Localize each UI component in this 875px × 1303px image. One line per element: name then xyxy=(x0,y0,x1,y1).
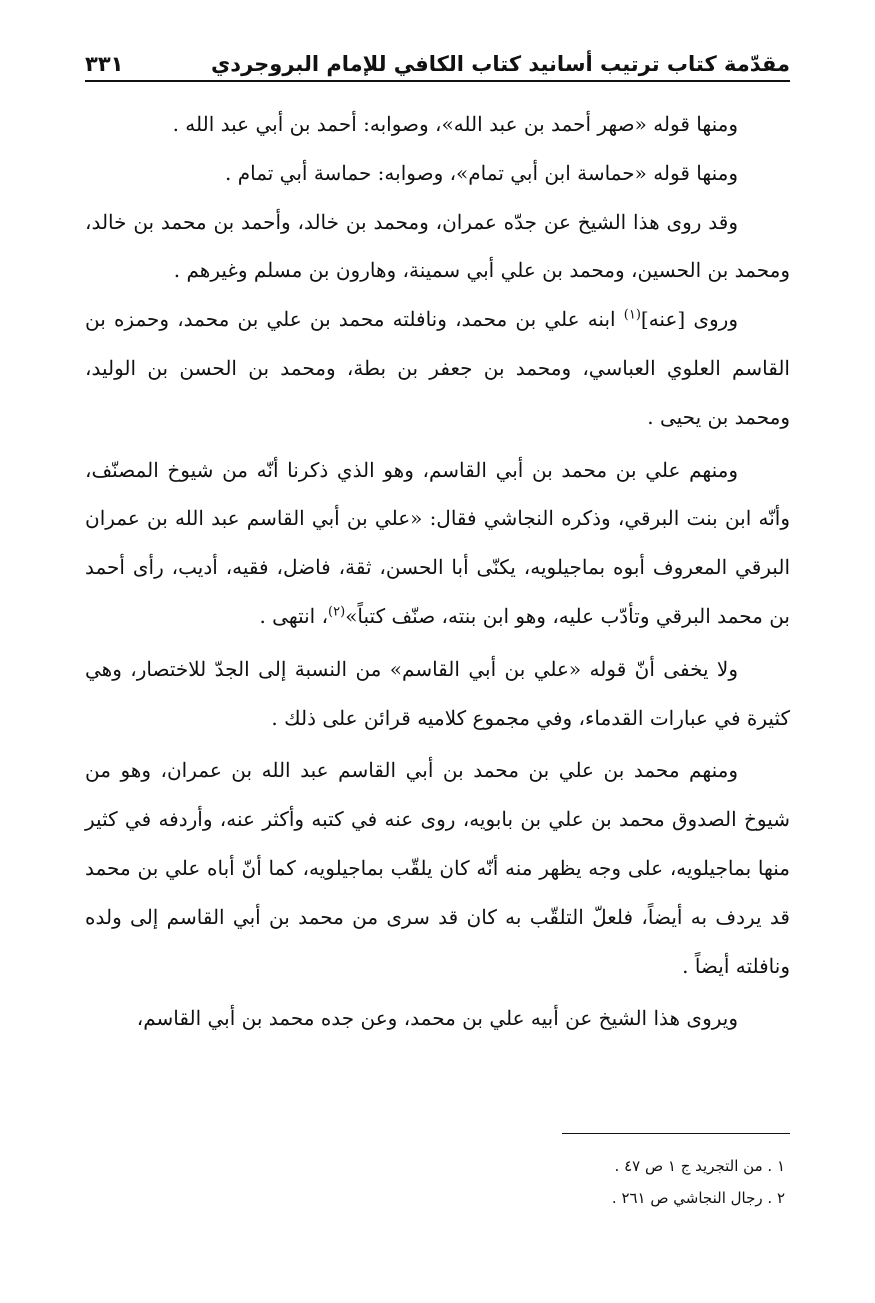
text-run: ابنه علي بن محمد، ونافلته محمد بن علي بن محمد، وحمزه بن القاسم العلوي العباسي، ومحمد بن جعفر بن بطة، ومحمد بن الحسن بن الوليد، ومحمد بن يحيى . xyxy=(85,307,790,429)
footnote-2: ٢ . رجال النجاشي ص ٢٦١ . xyxy=(611,1189,785,1207)
paragraph-p2 xyxy=(85,149,790,198)
paragraph-p8 xyxy=(85,994,790,1043)
text-run: ، انتهى . xyxy=(259,603,329,628)
text-run: وقد روى هذا الشيخ عن جدّه عمران، ومحمد بن خالد، وأحمد بن محمد بن خالد، ومحمد بن الحسين، ومحمد بن علي أبي سمينة، وهارون بن مسلم وغيرهم . xyxy=(85,209,790,283)
paragraph-p7 xyxy=(85,746,790,990)
footnote-separator xyxy=(562,1133,790,1134)
text-run: ومنها قوله «حماسة ابن أبي تمام»، وصوابه: حماسة أبي تمام . xyxy=(225,160,738,185)
running-header xyxy=(85,30,790,82)
text-run: ومنها قوله «صهر أحمد بن عبد الله»، وصوابه: أحمد بن أبي عبد الله . xyxy=(172,112,738,136)
footnote-marker: (٢) xyxy=(328,604,346,620)
running-header-title: مقدّمة كتاب ترتيب أسانيد كتاب الكافي للإمام البروجردي xyxy=(211,52,790,76)
paragraph-p3 xyxy=(85,198,790,296)
text-run: ومنهم علي بن محمد بن أبي القاسم، وهو الذي ذكرنا أنّه من شيوخ المصنّف، وأنّه ابن بنت البرقي، وذكره النجاشي فقال: «علي بن أبي القاسم عبد الله بن عمران البرقي المعروف أبوه بماجيلويه، يكنّى أبا الحسن، ثقة، فاضل، فقيه، أديب، رأى أحمد بن محمد البرقي وتأدّب عليه، وهو ابن بنته، صنّف كتباً» xyxy=(85,457,790,628)
text-run: وروى [عنه] xyxy=(640,307,738,332)
footnotes xyxy=(85,1150,785,1214)
text-run: ولا يخفى أنّ قوله «علي بن أبي القاسم» من النسبة إلى الجدّ للاختصار، وهي كثيرة في عبارات القدماء، وفي مجموع كلاميه قرائن على ذلك . xyxy=(85,656,790,730)
paragraph-p5 xyxy=(85,446,790,641)
footnote-1: ١ . من التجريد ج ١ ص ٤٧ . xyxy=(614,1157,785,1175)
text-run: ومنهم محمد بن علي بن محمد بن أبي القاسم عبد الله بن عمران، وهو من شيوخ الصدوق محمد بن علي بن بابويه، روى عنه في كتبه وأكثر عنه، وأردفه في كثير منها بماجيلويه، على وجه يظهر منه أنّه كان يلقّب بماجيلويه، كما أنّ أباه علي بن محمد قد يردف به أيضاً، فلعلّ التلقّب به كان قد سرى من محمد بن أبي القاسم إلى ولده ونافلته أيضاً . xyxy=(85,758,790,978)
paragraph-p6 xyxy=(85,645,790,743)
page-number: ٣٣١ xyxy=(85,52,124,76)
paragraph-p4 xyxy=(85,295,790,441)
paragraph-p1 xyxy=(85,100,790,149)
text-run: ويروى هذا الشيخ عن أبيه علي بن محمد، وعن جده محمد بن أبي القاسم، xyxy=(136,1006,738,1031)
footnote-marker: (١) xyxy=(623,307,641,323)
main-text xyxy=(85,100,790,1043)
